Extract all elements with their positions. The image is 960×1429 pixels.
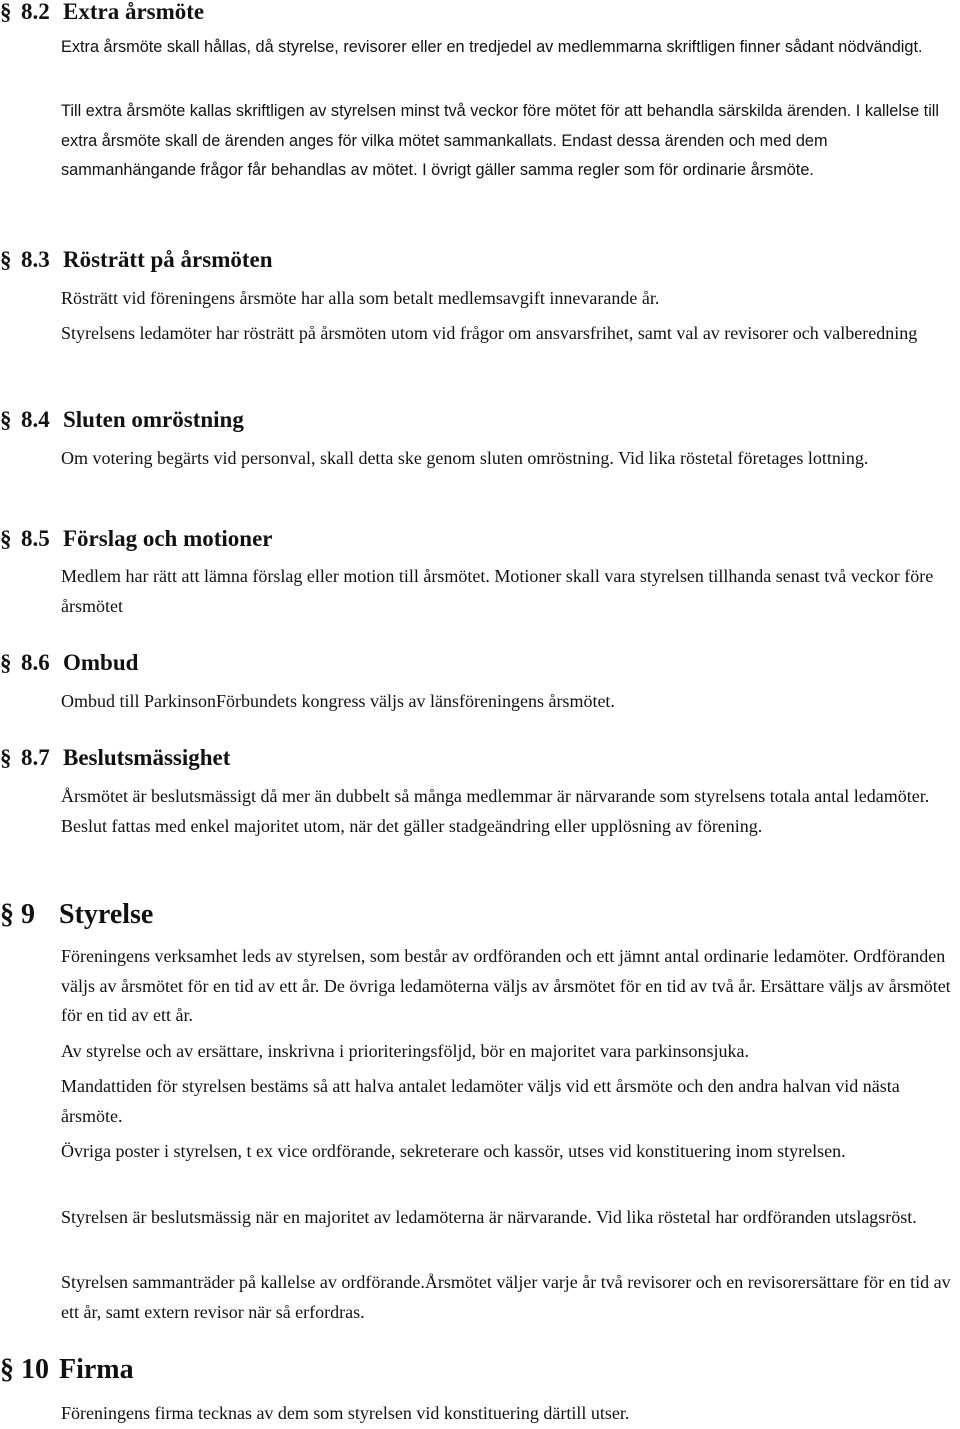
section-heading-8-2 (0, 0, 204, 26)
section-number: 9 (21, 899, 35, 930)
section-number: 10 (21, 1354, 49, 1385)
paragraph: Årsmötet är beslutsmässigt då mer än dubbelt så många medlemmar är närvarande som styrelsens totala antal ledamöter. Beslut fattas med enkel majoritet utom, när det gäller stadgeändring eller upplösning av förening. (61, 786, 930, 836)
section-number: 8.5 (21, 526, 50, 551)
paragraph: Extra årsmöte skall hållas, då styrelse, revisorer eller en tredjedel av medlemmarna skriftligen finner sådant nödvändigt. (61, 38, 923, 56)
paragraph: Om votering begärts vid personval, skall detta ske genom sluten omröstning. Vid lika röstetal företages lottning. (61, 448, 869, 468)
section-sign: § (0, 1354, 14, 1385)
paragraph: Mandattiden för styrelsen bestäms så att halva antalet ledamöter väljs vid ett årsmöte och den andra halvan vid nästa årsmöte. (61, 1076, 900, 1126)
section-title: Rösträtt på årsmöten (63, 247, 273, 272)
section-heading-8-6 (0, 649, 138, 677)
section-title: Firma (59, 1354, 134, 1385)
section-title: Beslutsmässighet (63, 745, 231, 770)
section-heading-8-7 (0, 744, 230, 772)
paragraph: Styrelsens ledamöter har rösträtt på årsmöten utom vid frågor om ansvarsfrihet, samt val av revisorer och valberedning (61, 323, 918, 343)
section-sign: § (0, 745, 12, 770)
section-number: 8.3 (21, 247, 50, 272)
section-heading-8-4 (0, 406, 244, 434)
section-title: Styrelse (59, 899, 154, 930)
paragraph: Till extra årsmöte kallas skriftligen av styrelsen minst två veckor före mötet för att behandla särskilda ärenden. I kallelse till extra årsmöte skall de ärenden anges för vilka mötet sammankallats. Endast dessa ärenden och med dem sammanhängande frågor får behandlas av mötet. I övrigt gäller samma regler som för ordinarie årsmöte. (61, 102, 940, 179)
section-title: Ombud (63, 650, 139, 675)
section-number: 8.6 (21, 650, 50, 675)
paragraph: Styrelsen sammanträder på kallelse av ordförande.Årsmötet väljer varje år två revisorer och en revisorersättare för en tid av ett år, samt extern revisor när så erfordras. (61, 1272, 951, 1322)
section-title: Extra årsmöte (63, 0, 205, 24)
section-heading-8-3 (0, 246, 273, 274)
section-sign: § (0, 407, 12, 432)
section-heading-9 (0, 898, 153, 932)
section-title: Sluten omröstning (63, 407, 244, 432)
paragraph: Rösträtt vid föreningens årsmöte har alla som betalt medlemsavgift innevarande år. (61, 288, 660, 308)
paragraph: Av styrelse och av ersättare, inskrivna i prioriteringsföljd, bör en majoritet vara parkinsonsjuka. (61, 1041, 749, 1061)
section-sign: § (0, 526, 12, 551)
paragraph: Ombud till ParkinsonFörbundets kongress väljs av länsföreningens årsmötet. (61, 691, 615, 711)
paragraph: Föreningens verksamhet leds av styrelsen, som består av ordföranden och ett jämnt antal ordinarie ledamöter. Ordföranden väljs av årsmötet för en tid av ett år. De övriga ledamöterna väljs av årsmötet för en tid av två år. Ersättare väljs av årsmötet för en tid av ett år. (61, 946, 951, 1025)
section-sign: § (0, 247, 12, 272)
section-number: 8.4 (21, 407, 50, 432)
paragraph: Föreningens firma tecknas av dem som styrelsen vid konstituering därtill utser. (61, 1403, 630, 1423)
section-sign: § (0, 0, 12, 24)
section-heading-10 (0, 1353, 134, 1387)
section-title: Förslag och motioner (63, 526, 273, 551)
paragraph: Styrelsen är beslutsmässig när en majoritet av ledamöterna är närvarande. Vid lika röstetal har ordföranden utslagsröst. (61, 1207, 917, 1227)
paragraph: Medlem har rätt att lämna förslag eller motion till årsmötet. Motioner skall vara styrelsen tillhanda senast två veckor före årsmötet (61, 566, 934, 616)
paragraph: Övriga poster i styrelsen, t ex vice ordförande, sekreterare och kassör, utses vid konstituering inom styrelsen. (61, 1141, 846, 1161)
section-heading-8-5 (0, 525, 273, 553)
section-number: 8.2 (21, 0, 50, 24)
section-number: 8.7 (21, 745, 50, 770)
section-sign: § (0, 650, 12, 675)
section-sign: § (0, 899, 14, 930)
